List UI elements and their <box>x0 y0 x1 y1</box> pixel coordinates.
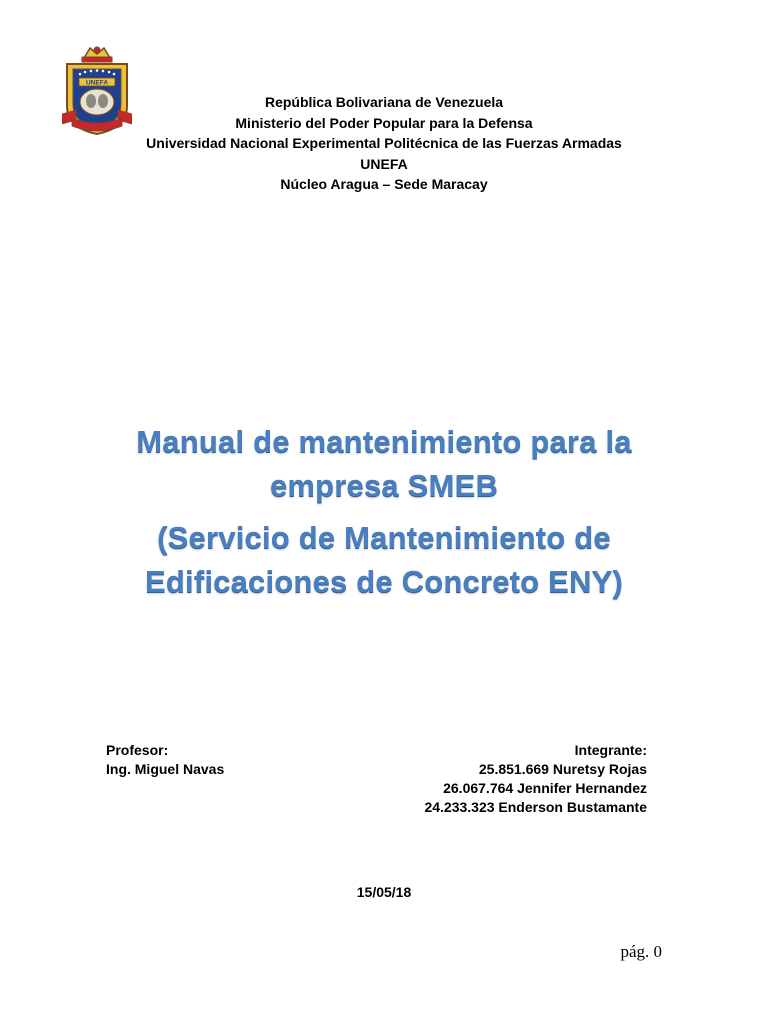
professor-block <box>106 741 224 779</box>
member-item: 24.233.323 Enderson Bustamante <box>424 799 647 815</box>
title-spacer <box>90 508 678 516</box>
subtitle-line-2: Edificaciones de Concreto ENY) <box>145 564 623 599</box>
members-block <box>424 741 647 817</box>
institution-header <box>0 92 768 195</box>
header-country: República Bolivariana de Venezuela <box>264 94 504 110</box>
header-ministry: Ministerio del Poder Popular para la Defensa <box>235 114 533 131</box>
header-acronym: UNEFA <box>360 155 408 172</box>
page-number: pág. 0 <box>620 942 662 961</box>
subtitle-line-1: (Servicio de Mantenimiento de <box>157 520 611 555</box>
professor-label: Profesor: <box>106 742 169 758</box>
title-line-2: empresa SMEB <box>269 468 499 503</box>
title-line-1: Manual de mantenimiento para la <box>136 424 632 459</box>
document-title <box>90 420 678 604</box>
members-label: Integrante: <box>574 742 647 758</box>
header-university: Universidad Nacional Experimental Politécnica de las Fuerzas Armadas <box>146 135 622 151</box>
member-item: 26.067.764 Jennifer Hernandez <box>443 780 647 796</box>
header-campus: Núcleo Aragua – Sede Maracay <box>280 176 488 192</box>
professor-name: Ing. Miguel Navas <box>106 761 225 777</box>
document-date: 15/05/18 <box>356 884 412 900</box>
member-item: 25.851.669 Nuretsy Rojas <box>478 761 647 777</box>
svg-text:UNEFA: UNEFA <box>85 79 109 87</box>
